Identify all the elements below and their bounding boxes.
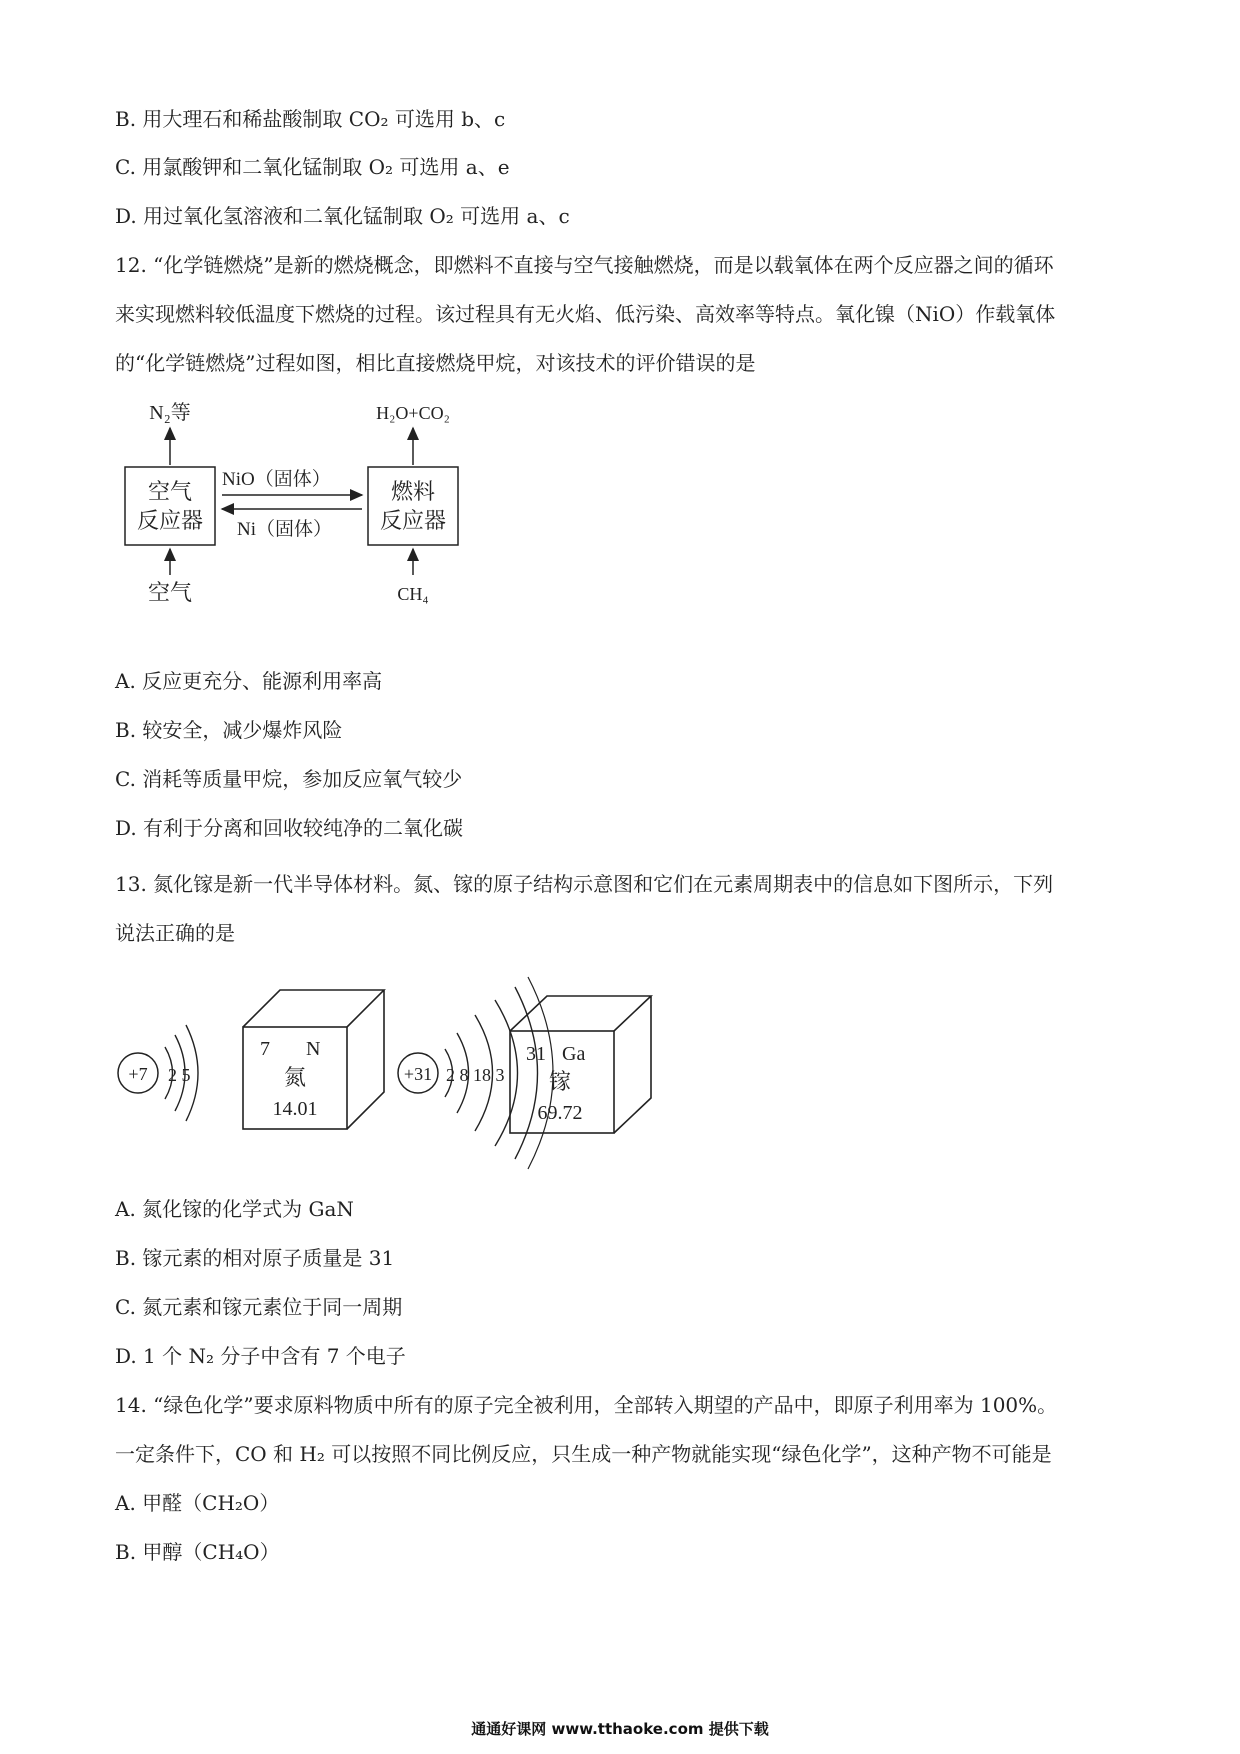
q12-option-b: B. 较安全，减少爆炸风险 [115,718,343,742]
q13-stem-line-2: 说法正确的是 [115,921,235,945]
nitrogen-atomic-number: 7 [260,1038,270,1060]
air-output-label: N₂等 [149,402,191,424]
nitrogen-element-cell [243,990,384,1129]
fuel-output-label: H₂O+CO₂ [376,403,450,423]
q11-option-b: B. 用大理石和稀盐酸制取 CO₂ 可选用 b、c [115,107,506,131]
fuel-reactor-label-2: 反应器 [379,508,447,533]
q13-option-a: A. 氮化镓的化学式为 GaN [115,1197,354,1221]
gallium-atom-diagram [398,977,553,1169]
nitrogen-name: 氮 [283,1065,307,1090]
nitrogen-nucleus-charge: +7 [128,1064,148,1084]
fuel-input-label: CH₄ [397,584,429,604]
gallium-atomic-mass: 69.72 [537,1102,583,1124]
q12-option-d: D. 有利于分离和回收较纯净的二氧化碳 [115,816,464,840]
gallium-atomic-number: 31 [526,1043,546,1065]
nio-arrow-label: NiO（固体） [222,469,331,490]
ni-arrow-label: Ni（固体） [237,519,333,540]
gallium-name: 镓 [548,1069,572,1094]
air-input-label: 空气 [147,580,193,605]
gallium-symbol: Ga [562,1043,586,1065]
q12-stem-line-1: 12. “化学链燃烧”是新的燃烧概念，即燃料不直接与空气接触燃烧，而是以载氧体在两个反应器之间的循环 [115,253,1054,277]
chemical-looping-diagram [110,395,490,610]
nitrogen-symbol: N [306,1038,321,1060]
atomic-structure-figure [110,965,720,1170]
q12-stem-line-2: 来实现燃料较低温度下燃烧的过程。该过程具有无火焰、低污染、高效率等特点。氧化镍（NiO）作载氧体 [115,302,1056,326]
gallium-nucleus-charge: +31 [403,1064,433,1084]
page-footer: 通通好课网 www.tthaoke.com 提供下载 [471,1720,769,1738]
q13-option-c: C. 氮元素和镓元素位于同一周期 [115,1295,403,1319]
q14-stem-line-2: 一定条件下，CO 和 H₂ 可以按照不同比例反应，只生成一种产物就能实现“绿色化学”，这种产物不可能是 [115,1442,1052,1466]
nitrogen-atomic-mass: 14.01 [272,1098,318,1120]
q14-option-a: A. 甲醛（CH₂O） [115,1491,280,1515]
gallium-electron-shells: 2 8 18 3 [446,1065,505,1085]
nitrogen-atom-diagram [118,1025,198,1121]
q12-option-a: A. 反应更充分、能源利用率高 [115,669,383,693]
q14-option-b: B. 甲醇（CH₄O） [115,1540,280,1564]
q12-stem-line-3: 的“化学链燃烧”过程如图，相比直接燃烧甲烷，对该技术的评价错误的是 [115,351,756,375]
fuel-reactor-label-1: 燃料 [390,479,436,504]
air-reactor-label-1: 空气 [147,479,193,504]
nitrogen-electron-shells: 2 5 [168,1065,191,1085]
q13-option-b: B. 镓元素的相对原子质量是 31 [115,1246,395,1270]
q12-option-c: C. 消耗等质量甲烷，参加反应氧气较少 [115,767,463,791]
q13-stem-line-1: 13. 氮化镓是新一代半导体材料。氮、镓的原子结构示意图和它们在元素周期表中的信息如下图所示，下列 [115,872,1054,896]
air-reactor-label-2: 反应器 [136,508,204,533]
q14-stem-line-1: 14. “绿色化学”要求原料物质中所有的原子完全被利用，全部转入期望的产品中，即原子利用率为 100%。 [115,1393,1058,1417]
q11-option-c: C. 用氯酸钾和二氧化锰制取 O₂ 可选用 a、e [115,155,510,179]
q13-option-d: D. 1 个 N₂ 分子中含有 7 个电子 [115,1344,406,1368]
q11-option-d: D. 用过氧化氢溶液和二氧化锰制取 O₂ 可选用 a、c [115,204,570,228]
gallium-element-cell [510,996,651,1133]
